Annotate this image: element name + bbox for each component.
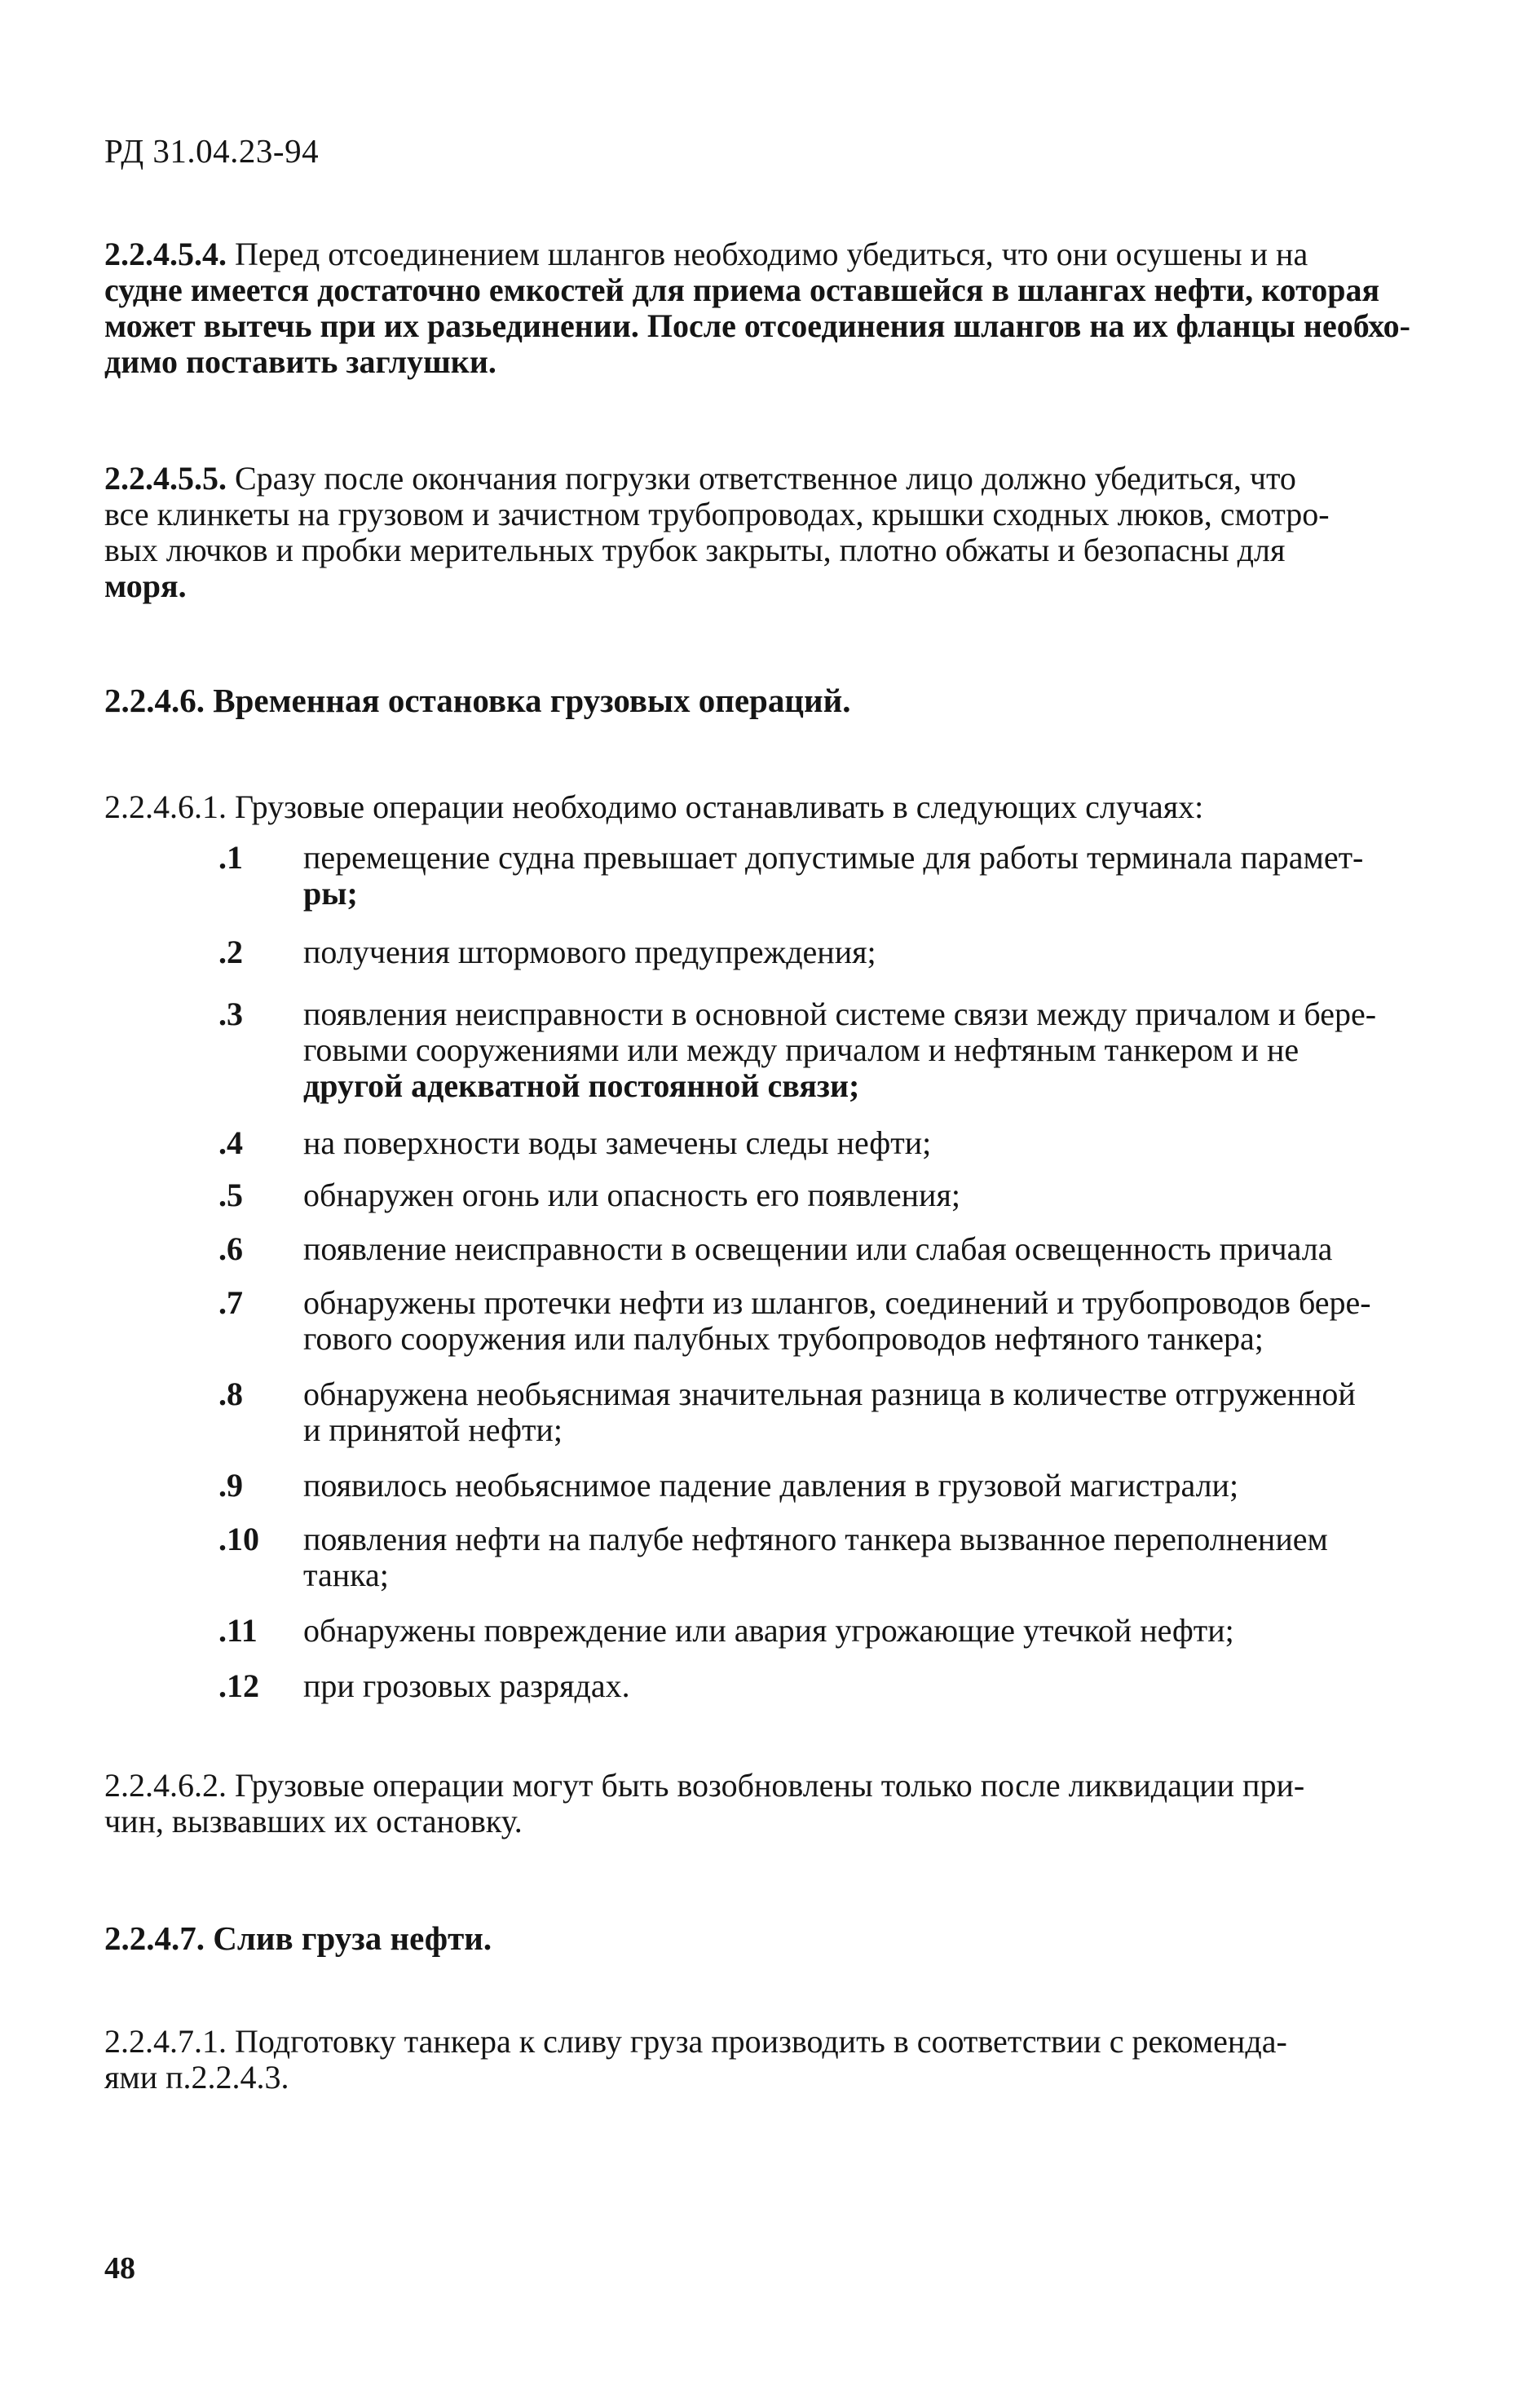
list-item-line: говыми сооружениями или между причалом и нефтяным танкером и не (303, 1031, 1300, 1068)
paragraph-line: моря. (104, 568, 187, 604)
list-item-line: при грозовых разрядах. (303, 1667, 630, 1704)
list-item-text (303, 1285, 1461, 1357)
list-item-number: .10 (218, 1521, 259, 1557)
list-item-text (303, 1231, 1461, 1267)
paragraph-line: все клинкеты на грузовом и зачистном трубопроводах, крышки сходных люков, смотро- (104, 496, 1330, 532)
paragraph-line: вых лючков и пробки мерительных трубок закрыты, плотно обжаты и безопасны для (104, 532, 1286, 568)
paragraph-text: Сразу после окончания погрузки ответственное лицо должно убедиться, что (235, 460, 1296, 497)
list-item-text (303, 1125, 1461, 1161)
paragraph-line (104, 461, 1466, 497)
list-item-number: .1 (218, 839, 243, 876)
list-item-line: ры; (303, 875, 358, 912)
paragraph-text: Подготовку танкера к сливу груза производить в соответствии с рекоменда- (235, 2023, 1287, 2060)
paragraph-line (104, 1768, 1466, 1804)
paragraph-line: димо поставить заглушки. (104, 343, 496, 380)
list-item-number: .2 (218, 934, 243, 970)
list-item-text (303, 1177, 1461, 1213)
paragraph-line: ями п.2.2.4.3. (104, 2059, 289, 2096)
list-item-line: обнаружена необьяснимая значительная разница в количестве отгруженной (303, 1376, 1356, 1412)
list-item-line: перемещение судна превышает допустимые для работы терминала парамет- (303, 839, 1364, 876)
list-item-number: .11 (218, 1612, 258, 1649)
list-item-line: другой адекватной постоянной связи; (303, 1067, 860, 1104)
paragraph-text: Грузовые операции необходимо останавливать в следующих случаях: (235, 788, 1204, 825)
page-number: 48 (104, 2251, 135, 2286)
list-item-text (303, 1468, 1461, 1504)
paragraph-line: судне имеется достаточно емкостей для приема оставшейся в шлангах нефти, которая (104, 272, 1380, 308)
paragraph-2-2-4-6-1 (104, 789, 1466, 825)
list-item-number: .8 (218, 1376, 243, 1412)
list-item-number: .4 (218, 1124, 243, 1161)
list-item-line: обнаружены протечки нефти из шлангов, соединений и трубопроводов бере- (303, 1284, 1371, 1321)
list-item-line: появление неисправности в освещении или слабая освещенность причала (303, 1230, 1333, 1267)
list-item-line: появилось необьяснимое падение давления в грузовой магистрали; (303, 1467, 1239, 1504)
document-header: РД 31.04.23-94 (104, 132, 320, 170)
list-item-line: появления нефти на палубе нефтяного танкера вызванное переполнением (303, 1521, 1328, 1557)
paragraph-line (104, 236, 1466, 272)
list-item-text (303, 1668, 1461, 1704)
section-heading-2-2-4-7: 2.2.4.7. Слив груза нефти. (104, 1919, 492, 1957)
paragraph-line: чин, вызвавших их остановку. (104, 1803, 523, 1839)
section-heading-2-2-4-6: 2.2.4.6. Временная остановка грузовых операций. (104, 682, 851, 719)
list-item-text (303, 840, 1461, 912)
paragraph-number: 2.2.4.6.2. (104, 1767, 227, 1804)
list-item-number: .9 (218, 1467, 243, 1504)
list-item-line: получения штормового предупреждения; (303, 934, 876, 970)
list-item-number: .6 (218, 1230, 243, 1267)
paragraph-number: 2.2.4.5.5. (104, 460, 227, 497)
paragraph-2-2-4-5-4 (104, 236, 1466, 380)
list-item-text (303, 996, 1461, 1104)
list-item-line: на поверхности воды замечены следы нефти; (303, 1124, 932, 1161)
paragraph-2-2-4-6-2 (104, 1768, 1466, 1839)
paragraph-2-2-4-7-1 (104, 2024, 1466, 2096)
list-item-number: .3 (218, 996, 243, 1032)
list-item-number: .5 (218, 1177, 243, 1213)
list-item-line: обнаружен огонь или опасность его появления; (303, 1177, 960, 1213)
paragraph-text: Грузовые операции могут быть возобновлены только после ликвидации при- (235, 1767, 1305, 1804)
paragraph-line (104, 2024, 1466, 2060)
list-item-number: .7 (218, 1284, 243, 1321)
list-item-text (303, 934, 1461, 970)
list-item-line: гового сооружения или палубных трубопроводов нефтяного танкера; (303, 1320, 1264, 1357)
paragraph-number: 2.2.4.6.1. (104, 788, 227, 825)
list-item-line: и принятой нефти; (303, 1411, 563, 1448)
list-item-line: обнаружены повреждение или авария угрожающие утечкой нефти; (303, 1612, 1234, 1649)
list-item-number: .12 (218, 1667, 259, 1704)
list-item-line: появления неисправности в основной системе связи между причалом и бере- (303, 996, 1377, 1032)
paragraph-number: 2.2.4.5.4. (104, 236, 227, 272)
paragraph-text: Перед отсоединением шлангов необходимо убедиться, что они осушены и на (235, 236, 1308, 272)
paragraph-line (104, 789, 1466, 825)
list-item-text (303, 1613, 1461, 1649)
paragraph-line: может вытечь при их разьединении. После отсоединения шлангов на их фланцы необхо- (104, 307, 1410, 344)
paragraph-2-2-4-5-5 (104, 461, 1466, 604)
list-item-text (303, 1376, 1461, 1448)
list-item-text (303, 1521, 1461, 1593)
paragraph-number: 2.2.4.7.1. (104, 2023, 227, 2060)
list-item-line: танка; (303, 1557, 389, 1593)
